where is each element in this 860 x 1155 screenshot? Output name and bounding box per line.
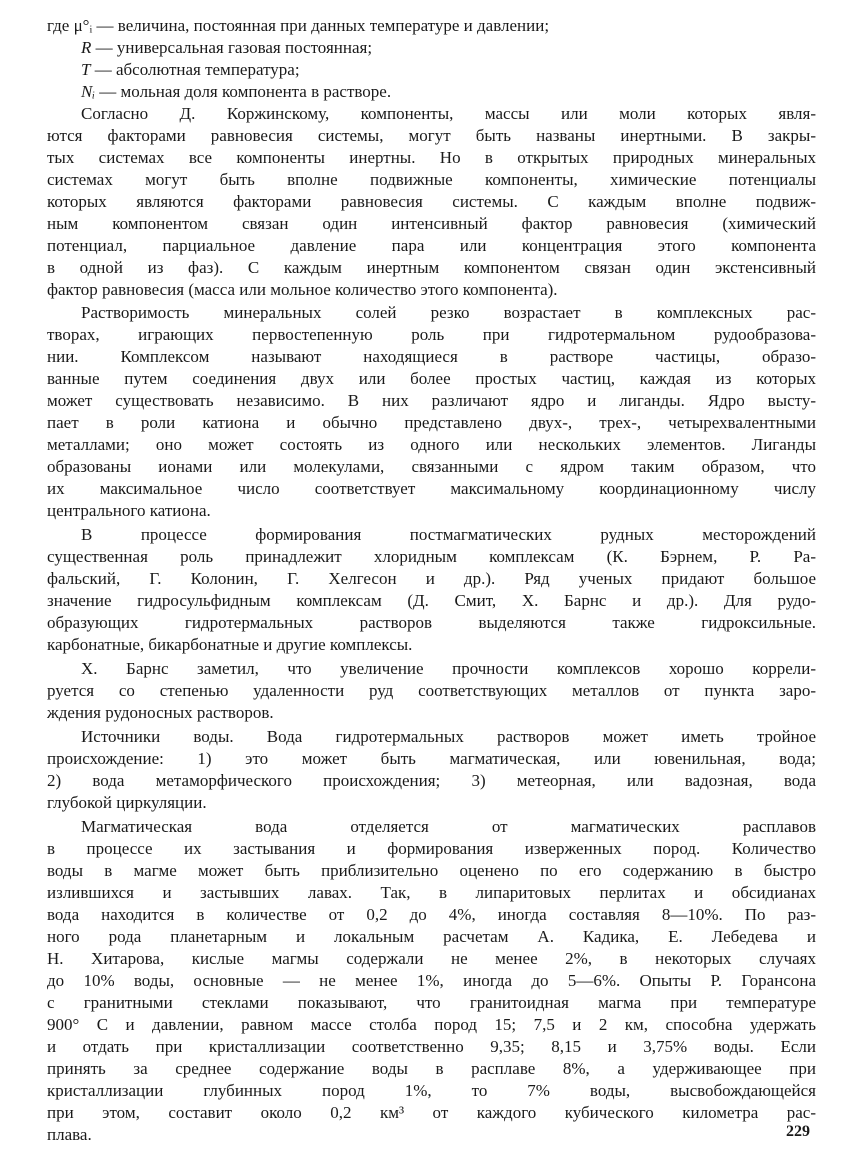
text-line: с гранитными стеклами показывают, что гранитоидная магма при температуре <box>47 993 816 1012</box>
text-line: нии. Комплексом называют находящиеся в растворе частицы, образо- <box>47 347 816 366</box>
text-line: происхождение: 1) это может быть магматическая, или ювенильная, вода; <box>47 749 816 768</box>
text-line: пает в роли катиона и обычно представлено двух-, трех-, четырехвалентными <box>47 413 816 432</box>
text-line: их максимальное число соответствует максимальному координационному числу <box>47 479 816 498</box>
text-line: творах, играющих первостепенную роль при гидротермальном рудообразова- <box>47 325 816 344</box>
text-line: до 10% воды, основные — не менее 1%, иногда до 5—6%. Опыты Р. Горансона <box>47 971 816 990</box>
text-line: фактор равновесия (масса или мольное количество этого компонента). <box>47 280 558 299</box>
symbol-t: T <box>81 60 91 79</box>
text-line: фальский, Г. Колонин, Г. Хелгесон и др.). Ряд ученых придают большое <box>47 569 816 588</box>
text-line: Источники воды. Вода гидротермальных растворов может иметь тройное <box>81 727 816 746</box>
text-line: глубокой циркуляции. <box>47 793 207 812</box>
definition-text: — мольная доля компонента в растворе. <box>95 82 392 101</box>
text-line: образованы ионами или молекулами, связанными с ядром таким образом, что <box>47 457 816 476</box>
text-line: ванные путем соединения двух или более простых частиц, каждая из которых <box>47 369 816 388</box>
text-line: 2) вода метаморфического происхождения; 3) метеорная, или вадозная, вода <box>47 771 816 790</box>
text-line: которых являются факторами равновесия системы. С каждым вполне подвиж- <box>47 192 816 211</box>
text-line: Н. Хитарова, кислые магмы содержали не менее 2%, в некоторых случаях <box>47 949 816 968</box>
text-line: 900° С и давлении, равном массе столба пород 15; 7,5 и 2 км, способна удержать <box>47 1015 816 1034</box>
text-line: металлами; оно может состоять из одного или нескольких элементов. Лиганды <box>47 435 816 454</box>
text-line: принять за среднее содержание воды в расплаве 8%, а удерживающее при <box>47 1059 816 1078</box>
text-line: ного рода планетарным и локальным расчетам А. Кадика, Е. Лебедева и <box>47 927 816 946</box>
text-line: существенная роль принадлежит хлоридным комплексам (К. Бэрнем, Р. Ра- <box>47 547 816 566</box>
text-line: излившихся и застывших лавах. Так, в липаритовых перлитах и обсидианах <box>47 883 816 902</box>
text-line: потенциал, парциальное давление пара или концентрация этого компонента <box>47 236 816 255</box>
text-line: в одной из фаз). С каждым инертным компонентом связан один экстенсивный <box>47 258 816 277</box>
definition-text: — универсальная газовая постоянная; <box>91 38 373 57</box>
text-line: вода находится в количестве от 0,2 до 4%, иногда составляя 8—10%. По раз- <box>47 905 816 924</box>
definition-mu <box>47 15 816 36</box>
text-line: ным компонентом связан один интенсивный фактор равновесия (химический <box>47 214 816 233</box>
text-line: Растворимость минеральных солей резко возрастает в комплексных рас- <box>81 303 816 322</box>
text-line: при этом, составит около 0,2 км³ от каждого кубического километра рас- <box>47 1103 816 1122</box>
definition-t <box>81 59 816 80</box>
text-line: и отдать при кристаллизации соответственно 9,35; 8,15 и 3,75% воды. Если <box>47 1037 816 1056</box>
definition-text: — абсолютная температура; <box>90 60 300 79</box>
definition-n <box>81 81 816 102</box>
definition-text: где μ°ᵢ — величина, постоянная при данных температуре и давлении; <box>47 16 550 35</box>
symbol-n: Nᵢ <box>81 82 96 101</box>
text-line: Согласно Д. Коржинскому, компоненты, массы или моли которых явля- <box>81 104 816 123</box>
text-line: плава. <box>47 1125 92 1144</box>
text-line: кристаллизации глубинных пород 1%, то 7% воды, высвобождающейся <box>47 1081 816 1100</box>
text-line: воды в магме может быть приблизительно оценено по его содержанию в быстро <box>47 861 816 880</box>
text-line: образующих гидротермальных растворов выделяются также гидроксильные. <box>47 613 816 632</box>
text-line: тых системах все компоненты инертны. Но в открытых природных минеральных <box>47 148 816 167</box>
text-line: Магматическая вода отделяется от магматических расплавов <box>81 817 816 836</box>
text-line: значение гидросульфидным комплексам (Д. Смит, Х. Барнс и др.). Для рудо- <box>47 591 816 610</box>
symbol-r: R <box>81 38 92 57</box>
text-line: карбонатные, бикарбонатные и другие комплексы. <box>47 635 413 654</box>
text-line: в процессе их застывания и формирования изверженных пород. Количество <box>47 839 816 858</box>
text-line: центрального катиона. <box>47 501 211 520</box>
definition-r <box>81 37 816 58</box>
page-number: 229 <box>786 1123 810 1140</box>
text-line: системах могут быть вполне подвижные компоненты, химические потенциалы <box>47 170 816 189</box>
text-line: руется со степенью удаленности руд соответствующих металлов от пункта заро- <box>47 681 816 700</box>
text-line: Х. Барнс заметил, что увеличение прочности комплексов хорошо коррели- <box>81 659 816 678</box>
text-line: ждения рудоносных растворов. <box>47 703 274 722</box>
text-line: В процессе формирования постмагматических рудных месторождений <box>81 525 816 544</box>
text-line: ются факторами равновесия системы, могут быть названы инертными. В закры- <box>47 126 816 145</box>
text-line: может существовать независимо. В них различают ядро и лиганды. Ядро высту- <box>47 391 816 410</box>
